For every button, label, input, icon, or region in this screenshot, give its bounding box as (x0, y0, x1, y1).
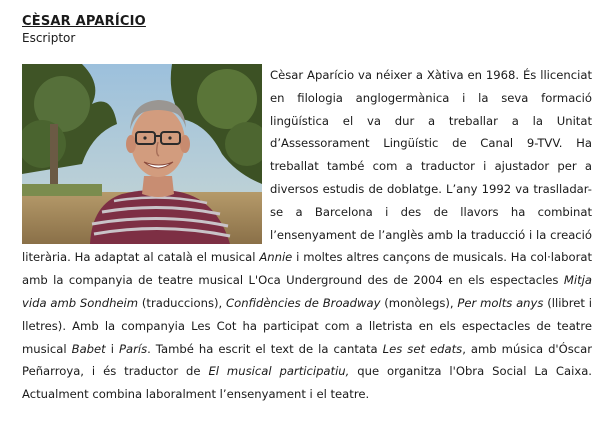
photo-spacer (22, 64, 270, 246)
work-title: El musical participatiu, (208, 364, 350, 379)
work-title: París (118, 341, 148, 356)
work-title: Per molts anys (457, 295, 544, 310)
work-title: Mitja vida amb Sondheim (22, 273, 592, 310)
author-biography (22, 64, 592, 406)
bio-text: i (105, 341, 119, 356)
bio-text: . També ha escrit el text de la cantata (147, 341, 383, 356)
author-role: Escriptor (22, 31, 76, 45)
bio-text: i moltes altres cançons de musicals. Ha col·laborat amb la companyia de teatre musical L'Oca Underground des de 2004 en els espectacles (22, 250, 592, 288)
bio-text: que organitza l'Obra Social La Caixa. Actualment combina laboralment l’ensenyament i el teatre. (22, 364, 592, 402)
work-title: Confidències de Broadway (226, 295, 381, 310)
work-title: Babet (71, 341, 106, 356)
work-title: Annie (259, 250, 293, 265)
work-title: Les set edats (382, 341, 463, 356)
author-name: CÈSAR APARÍCIO (22, 14, 146, 29)
bio-text: Cèsar Aparício va néixer a Xàtiva en 1968. És llicenciat en filologia anglogermànica i la seva formació lingüística el va dur a treballar a la Unitat d’Assessorament Lingüístic de Canal 9-TVV. Ha treballat també com a traductor i ajustador per a diversos estudis de doblatge. L’any 1992 va traslladar-se a Barcelona i des de llavors ha combinat l’ensenyament de l’anglès amb la traducció i la creació literària. Ha adaptat al català el musical (22, 68, 592, 265)
bio-text: (traduccions), (138, 295, 226, 310)
bio-text: (monòlegs), (380, 295, 458, 310)
bio-text: , amb música d'Óscar Peñarroya, i és traductor de (22, 341, 593, 379)
bio-text: (llibret i lletres). Amb la companyia Les Cot ha participat com a lletrista en els espectacles de teatre musical (22, 295, 592, 356)
author-header (22, 13, 146, 46)
